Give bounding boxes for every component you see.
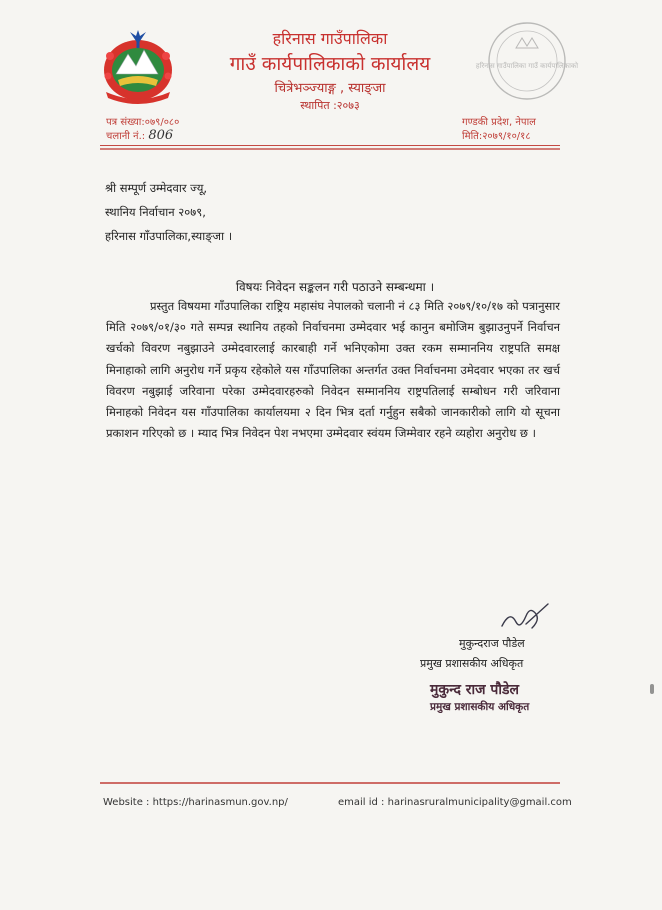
signature-icon — [496, 600, 552, 638]
footer-divider — [100, 782, 560, 784]
municipality-name: हरिनास गाउँपालिका — [272, 29, 388, 48]
stamp-name: मुकुन्द राज पौडेल — [430, 682, 519, 698]
email-address: harinasruralmunicipality@gmail.com — [387, 797, 572, 808]
seal-text: हरिनास गाउँपालिका गाउँ कार्यपालिकाको — [475, 62, 579, 70]
nepal-emblem-icon — [96, 26, 180, 106]
office-location: चित्रेभञ्ज्याङ्ग , स्याङ्जा — [274, 81, 386, 96]
address-line-2: स्थानिय निर्वाचान २०७९, — [105, 205, 206, 219]
established-date: स्थापित :२०७३ — [300, 99, 360, 112]
address-line-3: हरिनास गाँउपालिका,स्याङ्जा । — [105, 229, 233, 243]
signer-title: प्रमुख प्रशासकीय अधिकृत — [420, 657, 524, 670]
province-label: गण्डकी प्रदेश, नेपाल — [462, 117, 536, 128]
header-divider — [100, 145, 560, 146]
chalani-label: चलानी नं.: — [106, 131, 146, 142]
website-text: Website : https://harinasmun.gov.np/ — [103, 797, 288, 808]
email-field — [338, 797, 572, 808]
patra-sankhya: पत्र संख्या:०७९/०८० — [106, 117, 180, 128]
office-seal-icon — [475, 18, 579, 104]
address-line-1: श्री सम्पूर्ण उम्मेदवार ज्यू, — [105, 181, 208, 195]
letter-date: मिति:२०७९/१०/१८ — [462, 131, 531, 142]
office-name: गाउँ कार्यपालिकाको कार्यालय — [229, 53, 431, 75]
chalani-field — [106, 128, 173, 143]
chalani-number: 806 — [148, 128, 174, 143]
header-divider-thick — [100, 148, 560, 150]
stamp-title: प्रमुख प्रशासकीय अधिकृत — [430, 701, 530, 713]
letter-body: प्रस्तुत विषयमा गाँउपालिका राष्ट्रिय महासंघ नेपालको चलानी नं ८३ मिति २०७९/१०/१७ को पत्रानुसार मिति २०७९/०१/३० गते सम्पन्न स्थानिय तहको निर्वाचनमा उम्मेदवार भई कानुन बमोजिम बुझाउनुपर्ने निर्वाचन खर्चको विवरण नबुझाउने उम्मेदवारलाई कारबाही गर्ने भनिएकोमा उक्त रकम सम्माननिय राष्ट्रपति समक्ष मिनाहाको लागि अनुरोध गर्ने प्रकृय रहेकोले यस गाँउपालिका अन्तर्गत उक्त निर्वाचनमा उमेदवार भएका तर खर्च विवरण नबुझाई जरिवाना परेका उम्मेदवारहरुको निवेदन सम्माननिय राष्ट्रपतिलाई सम्बोधन गरी जरिवाना मिनाहको निवेदन यस गाँउपालिका कार्यालयमा २ दिन भित्र दर्ता गर्नुहुन सबैको जानकारीको लागि यो सूचना प्रकाशन गरिएको छ । म्याद भित्र निवेदन पेश नभएमा उम्मेदवार स्वंयम जिम्मेवार रहने व्यहोरा अनुरोध छ । — [106, 299, 560, 441]
signer-name: मुकुन्दराज पौडेल — [459, 637, 525, 650]
paper-speck — [650, 684, 654, 694]
subject-line: विषयः निवेदन सङ्कलन गरी पठाउने सम्बन्धमा । — [235, 280, 435, 294]
email-label: email id : — [338, 797, 385, 808]
